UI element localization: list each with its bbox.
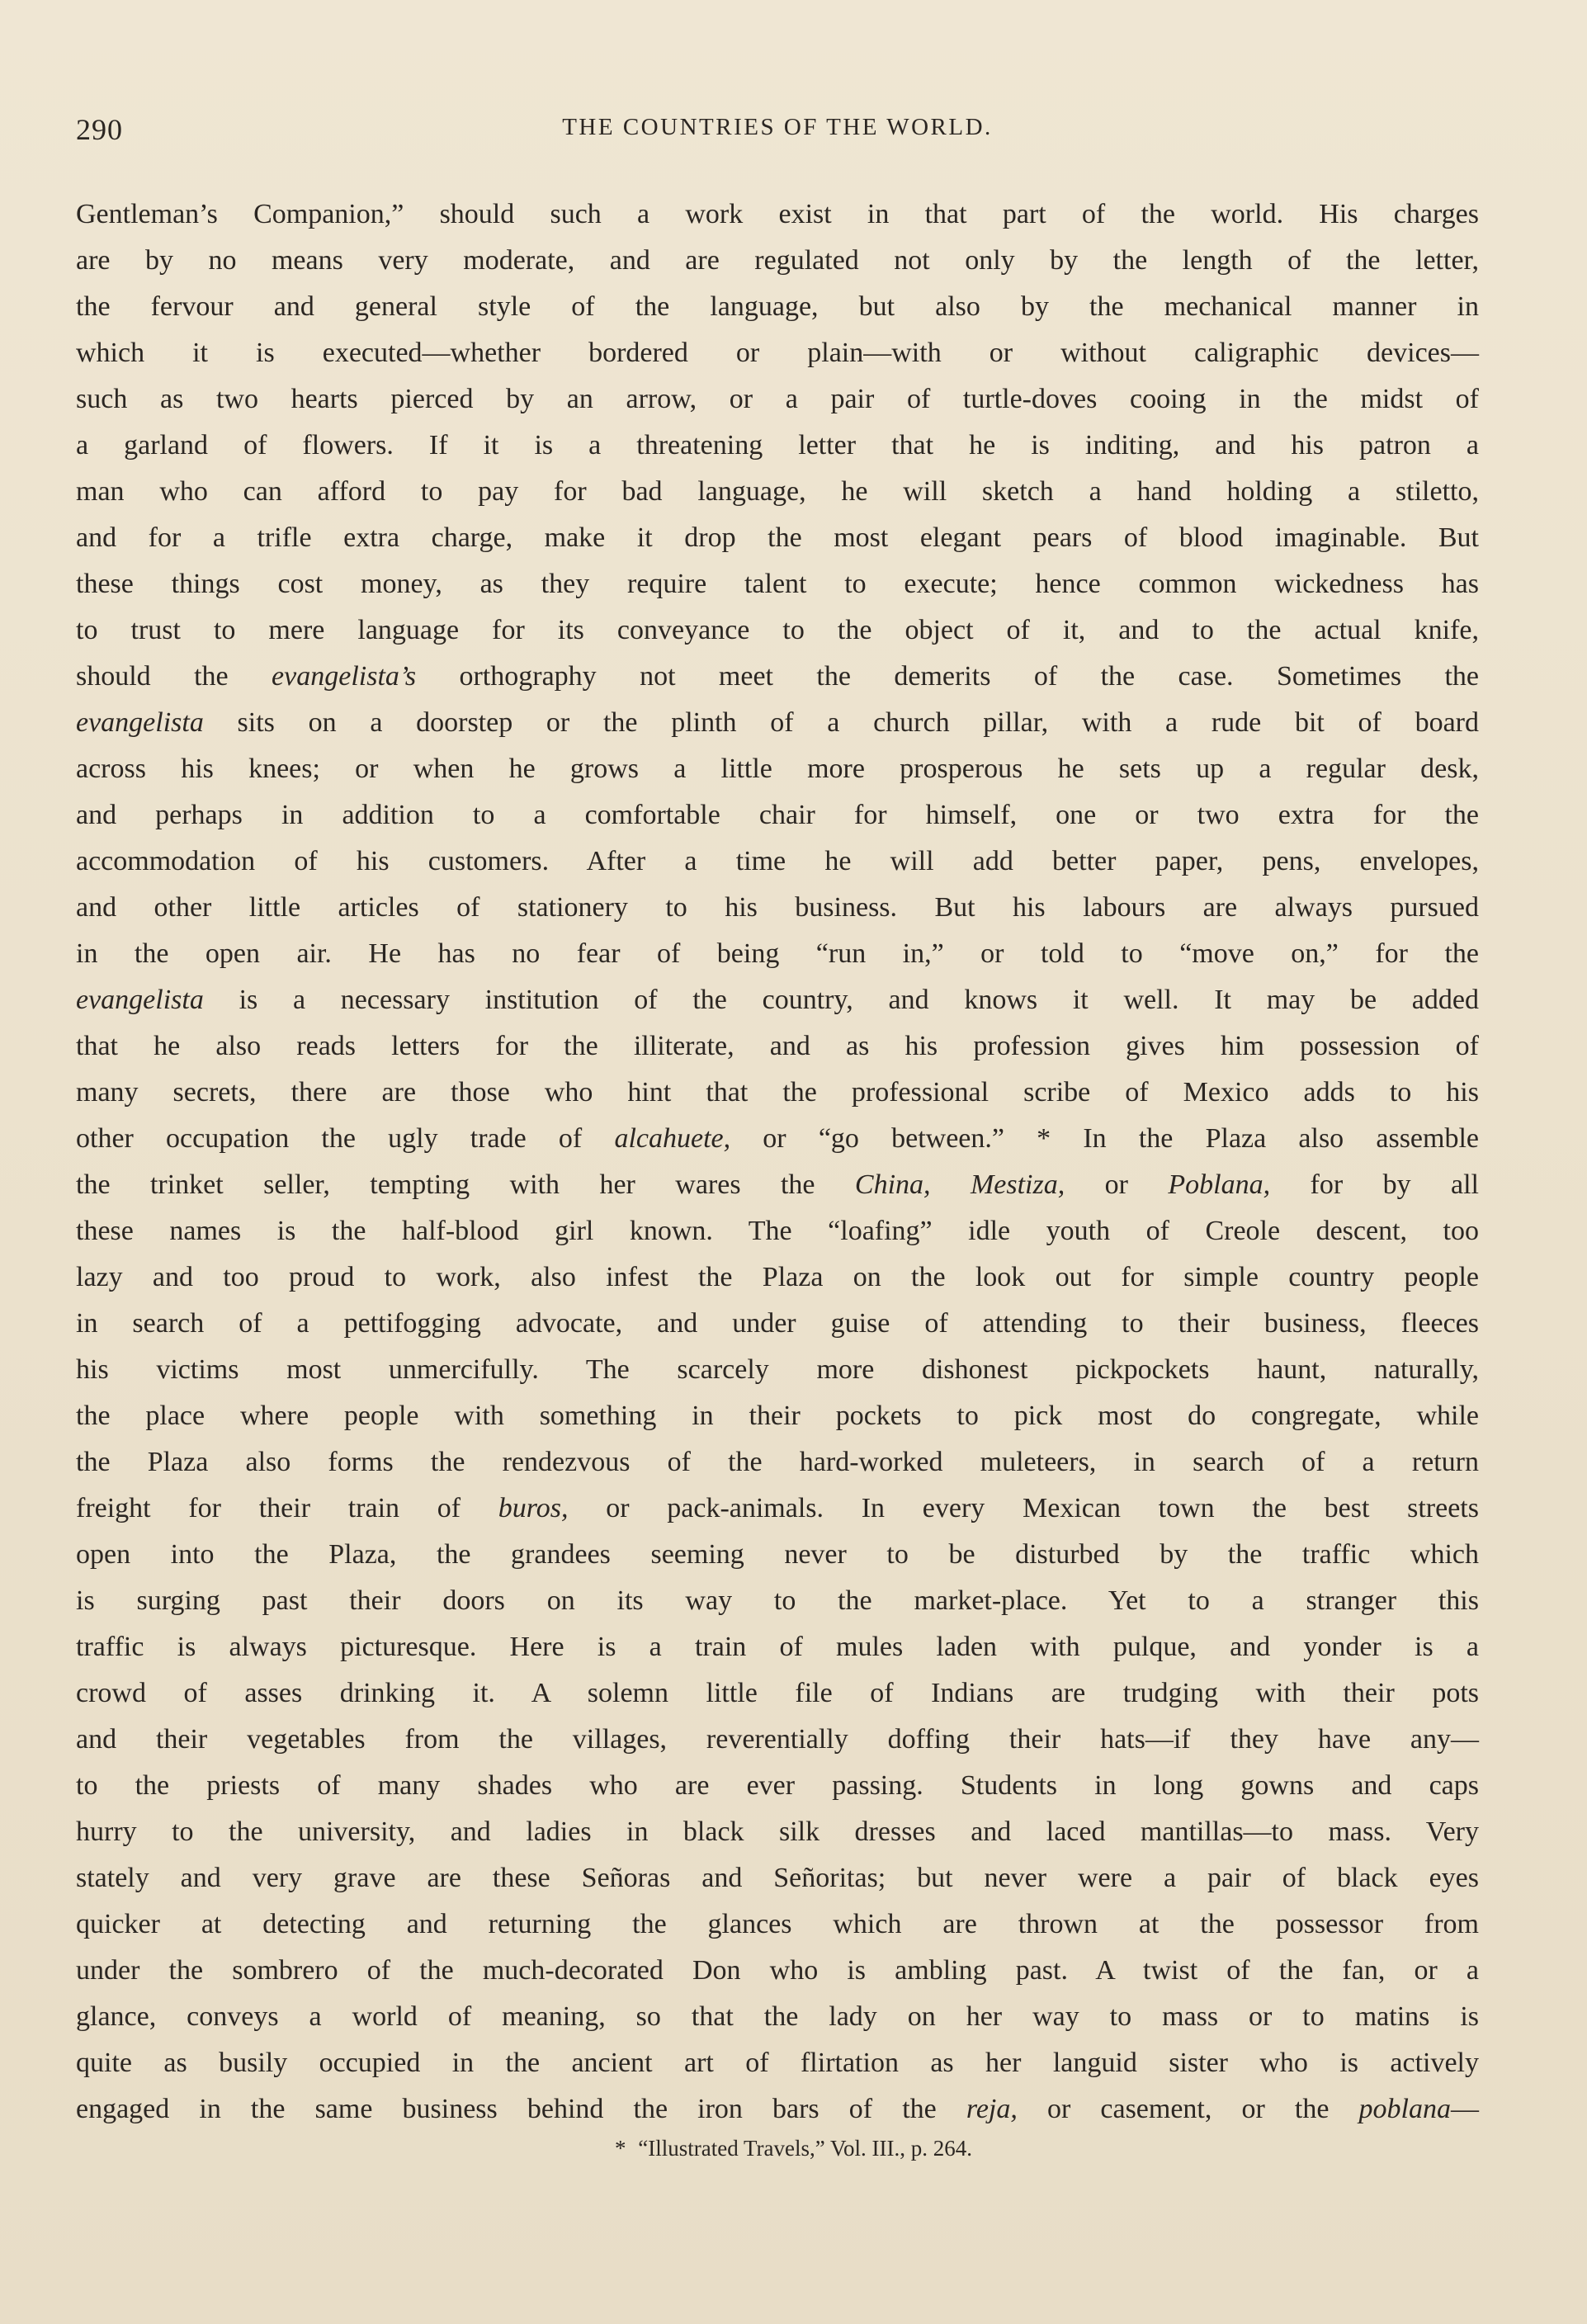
text-line [76, 423, 1479, 469]
text-segment: the trinket seller, tempting with her wares the [76, 1169, 855, 1200]
text-segment: and their vegetables from the villages, reverentially doffing their hats—if they have any— [76, 1724, 1479, 1755]
text-segment: across his knees; or when he grows a little more prosperous he sets up a regular desk, [76, 753, 1479, 784]
text-segment: that he also reads letters for the illiterate, and as his profession gives him possession of [76, 1031, 1479, 1061]
text-segment: quicker at detecting and returning the glances which are thrown at the possessor from [76, 1909, 1479, 1939]
text-line [76, 977, 1479, 1023]
footnote-marker: * [615, 2136, 626, 2161]
italic-text: evangelista’s [272, 661, 417, 692]
text-segment: or pack-animals. In every Mexican town the best streets [568, 1493, 1479, 1523]
text-line [76, 561, 1479, 607]
text-segment: or “go between.” * In the Plaza also assemble [730, 1123, 1479, 1154]
text-line [76, 746, 1479, 792]
italic-text: poblana [1358, 2094, 1451, 2124]
text-line [76, 1948, 1479, 1994]
text-segment: or casement, or the [1017, 2094, 1359, 2124]
text-segment: engaged in the same business behind the iron bars of the [76, 2094, 966, 2124]
text-line [76, 515, 1479, 561]
text-segment: the fervour and general style of the language, but also by the mechanical manner in [76, 291, 1479, 322]
text-line [76, 2040, 1479, 2086]
text-segment: and other little articles of stationery to his business. But his labours are always pursued [76, 892, 1479, 923]
text-line [76, 191, 1479, 238]
text-segment: and perhaps in addition to a comfortable chair for himself, one or two extra for the [76, 800, 1479, 830]
text-line [76, 885, 1479, 931]
text-line [76, 654, 1479, 700]
text-segment: man who can afford to pay for bad language, he will sketch a hand holding a stiletto, [76, 476, 1479, 507]
text-segment: glance, conveys a world of meaning, so that the lady on her way to mass or to matins is [76, 2001, 1479, 2032]
italic-text: China, Mestiza, [854, 1169, 1065, 1200]
text-segment: is surging past their doors on its way to the market-place. Yet to a stranger this [76, 1585, 1479, 1616]
text-segment: in search of a pettifogging advocate, and under guise of attending to their business, fleeces [76, 1308, 1479, 1339]
text-line [76, 931, 1479, 977]
page-header [76, 112, 1479, 154]
text-line [76, 607, 1479, 654]
text-segment: — [1451, 2094, 1479, 2124]
text-line [76, 1532, 1479, 1578]
text-line [76, 792, 1479, 838]
italic-text: Poblana, [1168, 1169, 1271, 1200]
text-segment: are by no means very moderate, and are regulated not only by the length of the letter, [76, 245, 1479, 276]
body-text [76, 191, 1479, 2133]
text-line [76, 1855, 1479, 1901]
text-line [76, 1578, 1479, 1624]
text-segment: Gentleman’s Companion,” should such a work exist in that part of the world. His charges [76, 199, 1479, 229]
text-segment: should the [76, 661, 272, 692]
text-segment: open into the Plaza, the grandees seeming never to be disturbed by the traffic which [76, 1539, 1479, 1570]
text-line [76, 1254, 1479, 1301]
text-segment: accommodation of his customers. After a time he will add better paper, pens, envelopes, [76, 846, 1479, 876]
text-line [76, 1116, 1479, 1162]
text-line [76, 1070, 1479, 1116]
text-line [76, 1023, 1479, 1070]
text-line [76, 1301, 1479, 1347]
text-segment: for by all [1270, 1169, 1479, 1200]
text-segment: many secrets, there are those who hint that the professional scribe of Mexico adds to his [76, 1077, 1479, 1108]
text-line [76, 284, 1479, 330]
text-line [76, 1347, 1479, 1393]
text-segment: in the open air. He has no fear of being “run in,” or told to “move on,” for the [76, 938, 1479, 969]
text-segment: crowd of asses drinking it. A solemn little file of Indians are trudging with their pots [76, 1678, 1479, 1708]
text-line [76, 1624, 1479, 1670]
page-number: 290 [76, 113, 123, 146]
text-segment: stately and very grave are these Señoras and Señoritas; but never were a pair of black eyes [76, 1863, 1479, 1893]
text-segment: other occupation the ugly trade of [76, 1123, 615, 1154]
running-title: THE COUNTRIES OF THE WORLD. [562, 114, 993, 140]
text-line [76, 2086, 1479, 2133]
italic-text: evangelista [76, 707, 204, 738]
text-line [76, 330, 1479, 376]
text-line [76, 1439, 1479, 1486]
text-line [76, 838, 1479, 885]
text-segment: is a necessary institution of the country, and knows it well. It may be added [203, 985, 1479, 1015]
text-segment: which it is executed—whether bordered or plain—with or without caligraphic devices— [76, 338, 1479, 368]
italic-text: buros, [498, 1493, 569, 1523]
text-line [76, 1208, 1479, 1254]
text-line [76, 1901, 1479, 1948]
text-segment: lazy and too proud to work, also infest the Plaza on the look out for simple country people [76, 1262, 1479, 1292]
text-segment: and for a trifle extra charge, make it drop the most elegant pears of blood imaginable. But [76, 522, 1479, 553]
text-line [76, 238, 1479, 284]
text-line [76, 376, 1479, 423]
text-line [76, 1393, 1479, 1439]
text-segment: a garland of flowers. If it is a threatening letter that he is inditing, and his patron a [76, 430, 1479, 461]
text-segment: freight for their train of [76, 1493, 498, 1523]
text-line [76, 469, 1479, 515]
text-segment: his victims most unmercifully. The scarcely more dishonest pickpockets haunt, naturally, [76, 1354, 1479, 1385]
text-segment: sits on a doorstep or the plinth of a church pillar, with a rude bit of board [203, 707, 1479, 738]
text-line [76, 1486, 1479, 1532]
text-segment: to the priests of many shades who are ever passing. Students in long gowns and caps [76, 1770, 1479, 1801]
text-line [76, 1809, 1479, 1855]
text-line [76, 1717, 1479, 1763]
text-segment: hurry to the university, and ladies in black silk dresses and laced mantillas—to mass. Very [76, 1816, 1479, 1847]
italic-text: reja, [966, 2094, 1018, 2124]
text-segment: the Plaza also forms the rendezvous of the hard-worked muleteers, in search of a return [76, 1447, 1479, 1477]
text-segment: these names is the half-blood girl known. The “loafing” idle youth of Creole descent, too [76, 1216, 1479, 1246]
footnote [0, 2136, 1587, 2161]
text-segment: the place where people with something in their pockets to pick most do congregate, while [76, 1401, 1479, 1431]
text-line [76, 700, 1479, 746]
text-line [76, 1162, 1479, 1208]
text-segment: or [1065, 1169, 1169, 1200]
text-segment: to trust to mere language for its conveyance to the object of it, and to the actual knife, [76, 615, 1479, 645]
text-segment: such as two hearts pierced by an arrow, or a pair of turtle-doves cooing in the midst of [76, 384, 1479, 414]
text-segment: traffic is always picturesque. Here is a train of mules laden with pulque, and yonder is a [76, 1632, 1479, 1662]
italic-text: alcahuete, [614, 1123, 731, 1154]
footnote-text: “Illustrated Travels,” Vol. III., p. 264. [638, 2136, 972, 2161]
text-segment: quite as busily occupied in the ancient art of flirtation as her languid sister who is actively [76, 2048, 1479, 2078]
italic-text: evangelista [76, 985, 204, 1015]
text-line [76, 1670, 1479, 1717]
text-segment: under the sombrero of the much-decorated Don who is ambling past. A twist of the fan, or a [76, 1955, 1479, 1986]
text-segment: these things cost money, as they require talent to execute; hence common wickedness has [76, 569, 1479, 599]
text-line [76, 1763, 1479, 1809]
text-segment: orthography not meet the demerits of the case. Sometimes the [416, 661, 1479, 692]
text-line [76, 1994, 1479, 2040]
